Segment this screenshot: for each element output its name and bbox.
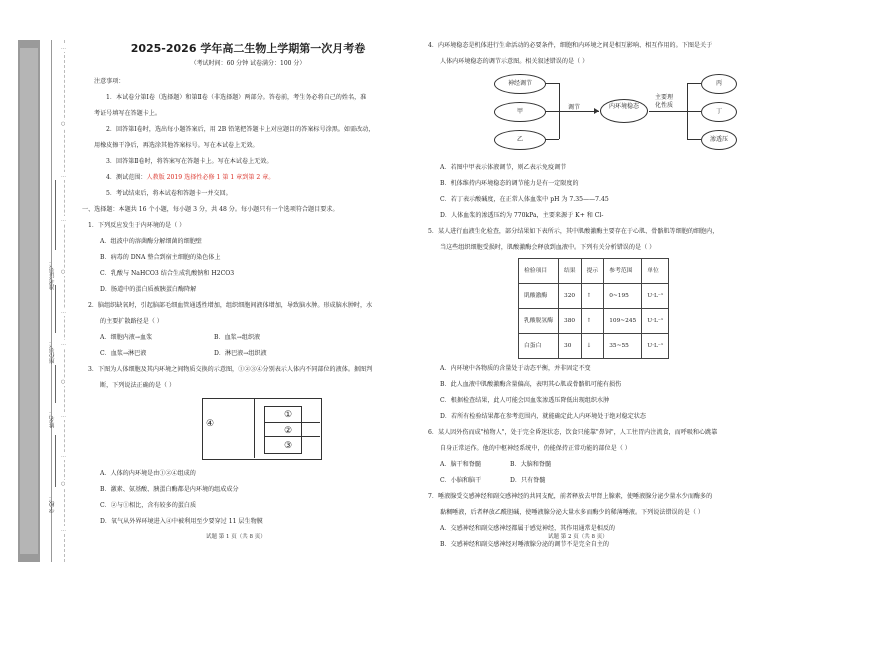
arrow-icon <box>594 108 599 114</box>
table-header-row <box>519 259 669 284</box>
question-1-option-c: C．乳酸与 NaHCO3 结合生成乳酸钠和 H2CO3 <box>100 270 235 277</box>
cut-mark: ○ <box>61 121 66 127</box>
notice-item: 5．考试结束后，将本试卷和答题卡一并交回。 <box>106 190 232 197</box>
question-3-option-b: B．激素、氨基酸、胰蛋白酶都是内环境的组成成分 <box>100 486 239 493</box>
question-5-stem-cont: 当这些组织细胞受损时，肌酸激酶会释放到血液中。下列有关分析错误的是（ ） <box>440 244 656 251</box>
table-cell: ↓ <box>581 334 604 359</box>
table-header-cell: 检验项目 <box>519 259 559 284</box>
connector <box>545 111 559 112</box>
table-cell: 380 <box>559 309 582 334</box>
node-jia: 甲 <box>494 102 546 122</box>
question-1-stem: 1．下列反应发生于内环境的是（ ） <box>88 222 186 229</box>
question-6-option-a: A．脑干和脊髓 <box>440 461 481 468</box>
question-2-options-row-1 <box>82 330 414 346</box>
question-7-option-b: B．交感神经和副交感神经对唾液腺分泌的调节不是完全自主的 <box>440 541 610 548</box>
question-6-stem: 6．某人因外伤而成"植物人"，处于完全昏迷状态，饮食只能靠"鼻饲"，人工往胃内注流食，而呼吸和心跳靠 <box>428 429 718 436</box>
question-4-option-b: B．机体维持内环境稳态的调节能力是有一定限度的 <box>440 180 579 187</box>
question-4-option-c: C．若丁表示酸碱度，在正常人体血浆中 pH 为 7.35——7.45 <box>440 196 609 203</box>
exam-number-fill-line <box>55 180 56 250</box>
question-5-option-d: D．若所有检验结果都在参考范围内，就能确定此人内环境处于绝对稳定状态 <box>440 413 646 420</box>
question-2-stem: 2．脑组织缺氧时，引起脑部毛细血管通透性增加，组织细胞间液体增加，导致脑水肿。形成脑水肿时，水 <box>88 302 373 309</box>
exam-subtitle: （考试时间：60 分钟 试卷满分：100 分） <box>190 60 306 67</box>
question-7-option-a: A．交感神经和副交感神经都属于感觉神经，其作用通常是相反的 <box>440 525 616 532</box>
connector <box>545 83 559 84</box>
question-6-options-row-2 <box>422 473 782 489</box>
question-1-option-b: B．病毒的 DNA 整合到宿主细胞的染色体上 <box>100 254 221 261</box>
table-header-cell: 参考范围 <box>604 259 642 284</box>
question-4-diagram <box>488 74 738 156</box>
notice-item: 3．回答第Ⅱ卷时，将答案写在答题卡上。写在本试卷上无效。 <box>106 158 273 165</box>
cut-mark: … <box>61 217 66 223</box>
question-2-option-d: D．淋巴液→组织液 <box>214 350 267 357</box>
node-bing: 丙 <box>701 74 737 94</box>
question-4-option-a: A．若图中甲表示体液调节，则乙表示免疫调节 <box>440 164 567 171</box>
name-label: 姓名： <box>49 410 56 428</box>
question-3-option-d: D．氧气从外界环境进入④中被利用至少要穿过 11 层生物膜 <box>100 518 263 525</box>
cut-mark: ○ <box>61 269 66 275</box>
label-fluid-2: ② <box>284 426 293 436</box>
node-homeostasis: 内环境稳态 <box>600 99 648 123</box>
seat-number-fill-line <box>55 285 56 333</box>
cut-mark: ○ <box>61 481 66 487</box>
question-2-option-c: C．血浆→淋巴液 <box>100 350 147 357</box>
question-1-option-a: A．组波中的溶菌酶分解细菌的细胞壁 <box>100 238 202 245</box>
label-fluid-3: ③ <box>284 441 293 451</box>
table-cell: 109~245 <box>604 309 642 334</box>
notice-item: 用橡皮擦干净后，再选涂其他答案标号。写在本试卷上无效。 <box>94 142 259 149</box>
connector <box>687 83 701 84</box>
exam-number-label: 准考证号： <box>49 260 56 290</box>
section-heading: 一、选择题：本题共 16 个小题，每小题 3 分，共 48 分。每小题只有一个选项符合题目要求。 <box>82 206 339 213</box>
question-5-option-c: C．根据检查结果，此人可能会因血浆渗透压降低出现组织水肿 <box>440 397 610 404</box>
node-yi: 乙 <box>494 130 546 150</box>
question-5-option-b: B．此人血液中肌酸激酶含量偏高，表明其心肌或骨骼肌可能有损伤 <box>440 381 622 388</box>
question-7-stem-cont: 黏稠唾液，后者释放乙酰胆碱，使唾液腺分泌大量水多而酶少的稀薄唾液。下列说法错误的是（ ） <box>440 509 704 516</box>
table-cell: 肌酸激酶 <box>519 284 559 309</box>
seat-number-label: 座位号： <box>49 340 56 364</box>
question-6-option-b: B．大脑和脊髓 <box>510 461 552 468</box>
edge-label-properties-1: 主要理 <box>655 94 674 101</box>
edge-label-regulation: 调节 <box>568 104 581 111</box>
notice-item-scope <box>82 170 414 186</box>
table-header-cell: 单位 <box>642 259 669 284</box>
edge-label-properties-2: 化性质 <box>655 102 674 109</box>
table-cell: U·L⁻¹ <box>642 309 669 334</box>
table-cell: 白蛋白 <box>519 334 559 359</box>
connector <box>545 139 559 140</box>
notice-item: 考证号填写在答题卡上。 <box>94 110 162 117</box>
cut-mark: … <box>61 45 66 51</box>
table-cell: ↑ <box>581 309 604 334</box>
question-5-stem: 5．某人进行血液生化检查，部分结果如下表所示，其中肌酸激酶主要存在于心肌、骨骼肌等细胞的细胞内， <box>428 228 719 235</box>
question-3-option-c: C．②与①相比，含有较多的蛋白质 <box>100 502 197 509</box>
cut-mark: … <box>61 309 66 315</box>
question-3-diagram <box>202 398 322 460</box>
table-cell: 乳酸脱氢酶 <box>519 309 559 334</box>
cut-mark: … <box>61 173 66 179</box>
notice-scope-prefix: 4．测试范围： <box>106 174 147 181</box>
question-4-option-d: D．人体血浆的渗透压约为 770kPa，主要来源于 K+ 和 Cl- <box>440 212 604 219</box>
blood-test-table <box>518 258 669 359</box>
node-osmotic-pressure: 渗透压 <box>701 130 737 150</box>
node-neural-regulation: 神经调节 <box>494 74 546 94</box>
notice-heading: 注意事项： <box>94 78 125 85</box>
label-fluid-1: ① <box>284 410 293 420</box>
cut-mark: … <box>61 527 66 533</box>
table-cell: U·L⁻¹ <box>642 334 669 359</box>
cut-mark: ○ <box>61 379 66 385</box>
question-6-option-d: D．只有脊髓 <box>510 477 546 484</box>
right-column <box>422 38 782 553</box>
binding-line <box>51 40 52 562</box>
diagram-vessel-box <box>264 406 302 454</box>
page-footer-2: 试题 第 2 页（共 8 页） <box>548 534 608 540</box>
page-footer-1: 试题 第 1 页（共 8 页） <box>206 534 266 540</box>
table-row <box>519 334 669 359</box>
question-4-stem-cont: 人体内环境稳态的调节示意图。相关叙述错误的是（ ） <box>440 58 589 65</box>
question-3-stem-cont: 断，下列说法正确的是（ ） <box>100 382 176 389</box>
question-6-options-row-1 <box>422 457 782 473</box>
label-fluid-4: ④ <box>206 419 215 429</box>
table-header-cell: 提示 <box>581 259 604 284</box>
question-1-option-d: D．肠道中的蛋白质被胰蛋白酶降解 <box>100 286 197 293</box>
table-cell: ↑ <box>581 284 604 309</box>
question-6-option-c: C．小脑和脑干 <box>440 477 482 484</box>
school-label: 学校： <box>49 495 56 513</box>
question-4-stem: 4．内环境稳态是机体进行生命活动的必要条件，细胞和内环境之间是相互影响、相互作用的。下图是关于 <box>428 42 713 49</box>
exam-title: 2025-2026 学年高二生物上学期第一次月考卷 <box>130 42 366 55</box>
binding-strip <box>18 40 40 562</box>
binding-margin <box>18 40 68 562</box>
cut-mark: … <box>61 341 66 347</box>
table-cell: 320 <box>559 284 582 309</box>
question-7-stem: 7．唾液腺受交感神经和副交感神经的共同支配，前者释放去甲肾上腺素，使唾液腺分泌少量水少而酶多的 <box>428 493 713 500</box>
connector <box>649 111 687 112</box>
question-5-option-a: A．内环境中各物质的含量处于动态平衡，并非固定不变 <box>440 365 591 372</box>
question-3-option-a: A．人体的内环境是由①②④组成的 <box>100 470 196 477</box>
table-cell: U·L⁻¹ <box>642 284 669 309</box>
connector <box>687 111 701 112</box>
notice-item: 2．回答第Ⅰ卷时，选出每小题答案后，用 2B 铅笔把答题卡上对应题目的答案标号涂黑。如需改动， <box>106 126 375 133</box>
cut-mark: … <box>61 413 66 419</box>
table-row <box>519 284 669 309</box>
question-2-stem-cont: 的主要扩散路径是（ ） <box>100 318 163 325</box>
left-column <box>82 38 414 530</box>
connector <box>687 139 701 140</box>
school-fill-line <box>55 435 56 487</box>
question-3-stem: 3．下图为人体细胞及其内环境之间物质交换的示意图，①②③④分别表示人体内不同部位的液体。据图判 <box>88 366 373 373</box>
notice-item: 1．本试卷分第Ⅰ卷（选择题）和第Ⅱ卷（非选择题）两部分。答卷前，考生务必将自己的姓名，准 <box>106 94 367 101</box>
node-ding: 丁 <box>701 102 737 122</box>
table-header-cell: 结果 <box>559 259 582 284</box>
notice-scope-range: 人教版 2019 选择性必修 1 第 1 章到第 2 章。 <box>146 174 275 181</box>
cut-mark: … <box>61 453 66 459</box>
table-row <box>519 309 669 334</box>
question-2-option-b: B．血浆→组织液 <box>214 334 261 341</box>
table-cell: 35~55 <box>604 334 642 359</box>
question-6-stem-cont: 自身正常运作。他的中枢神经系统中，仍能保持正常功能的部位是（ ） <box>440 445 631 452</box>
table-cell: 0~195 <box>604 284 642 309</box>
name-fill-line <box>55 365 56 403</box>
table-cell: 30 <box>559 334 582 359</box>
question-2-option-a: A．细胞内液→血浆 <box>100 334 153 341</box>
question-2-options-row-2 <box>82 346 414 362</box>
